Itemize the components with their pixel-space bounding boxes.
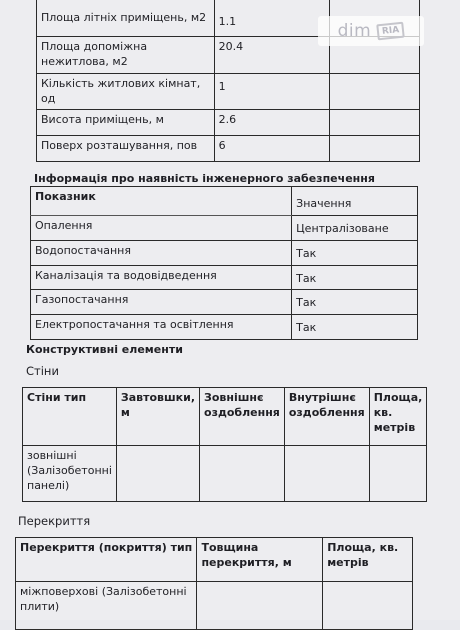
empty-cell bbox=[330, 73, 420, 110]
floors-cell-area bbox=[323, 582, 413, 630]
floors-header-thickness: Товщина перекриття, м bbox=[197, 538, 323, 582]
area-label: Кількість житлових кімнат, од bbox=[37, 73, 215, 110]
walls-cell-thickness bbox=[116, 446, 199, 502]
area-value: 1 bbox=[214, 73, 330, 110]
table-row bbox=[31, 290, 418, 315]
table-row bbox=[31, 187, 418, 216]
floors-header-type: Перекриття (покриття) тип bbox=[16, 538, 197, 582]
walls-cell-area bbox=[369, 446, 427, 502]
indicator-label: Опалення bbox=[31, 215, 292, 240]
indicator-label: Газопостачання bbox=[31, 290, 292, 315]
header-indicator: Показник bbox=[31, 187, 292, 216]
structural-heading: Конструктивні елементи bbox=[26, 343, 183, 356]
floors-subheading: Перекриття bbox=[18, 514, 91, 528]
walls-header-exterior: Зовнішнє оздоблення bbox=[200, 388, 285, 446]
walls-cell-interior bbox=[284, 446, 369, 502]
floors-table bbox=[15, 537, 413, 630]
table-row bbox=[16, 582, 413, 630]
floors-cell-type: міжповерхові (Залізобетонні плити) bbox=[16, 582, 197, 630]
empty-cell bbox=[330, 136, 420, 162]
area-label: Висота приміщень, м bbox=[37, 110, 215, 136]
indicator-value: Так bbox=[292, 315, 418, 340]
empty-cell bbox=[330, 110, 420, 136]
indicator-value: Так bbox=[292, 265, 418, 290]
area-label: Поверх розташування, пов bbox=[37, 136, 215, 162]
area-label: Площа літніх приміщень, м2 bbox=[37, 0, 215, 37]
watermark-badge: RIA bbox=[376, 22, 405, 41]
table-row bbox=[31, 215, 418, 240]
watermark-brand: dim bbox=[337, 21, 372, 41]
engineering-heading: Інформація про наявність інженерного забезпечення bbox=[34, 172, 375, 185]
indicator-label: Каналізація та водовідведення bbox=[31, 265, 292, 290]
table-row bbox=[16, 538, 413, 582]
floors-cell-thickness bbox=[197, 582, 323, 630]
table-row bbox=[31, 265, 418, 290]
area-value: 2.6 bbox=[214, 110, 330, 136]
area-value: 20.4 bbox=[214, 37, 330, 74]
indicator-value: Так bbox=[292, 290, 418, 315]
table-row bbox=[23, 446, 427, 502]
indicator-value: Так bbox=[292, 240, 418, 265]
walls-header-type: Стіни тип bbox=[23, 388, 117, 446]
table-row bbox=[23, 388, 427, 446]
engineering-table bbox=[30, 186, 418, 340]
table-row bbox=[37, 73, 420, 110]
indicator-value: Централізоване bbox=[292, 215, 418, 240]
walls-header-interior: Внутрішнє оздоблення bbox=[284, 388, 369, 446]
indicator-label: Електропостачання та освітлення bbox=[31, 315, 292, 340]
table-row bbox=[37, 136, 420, 162]
walls-table bbox=[22, 387, 427, 502]
floors-header-area: Площа, кв. метрів bbox=[323, 538, 413, 582]
header-value: Значення bbox=[292, 187, 418, 216]
table-row bbox=[31, 315, 418, 340]
walls-header-thickness: Завтовшки, м bbox=[116, 388, 199, 446]
walls-cell-type: зовнішні (Залізобетонні панелі) bbox=[23, 446, 117, 502]
table-row bbox=[31, 240, 418, 265]
table-row bbox=[37, 110, 420, 136]
dimria-watermark-logo bbox=[318, 16, 424, 46]
area-label: Площа допоміжна нежитлова, м2 bbox=[37, 37, 215, 74]
area-value: 1.1 bbox=[214, 0, 330, 37]
walls-header-area: Площа, кв. метрів bbox=[369, 388, 427, 446]
area-value: 6 bbox=[214, 136, 330, 162]
walls-cell-exterior bbox=[200, 446, 285, 502]
indicator-label: Водопостачання bbox=[31, 240, 292, 265]
walls-subheading: Стіни bbox=[26, 364, 59, 378]
